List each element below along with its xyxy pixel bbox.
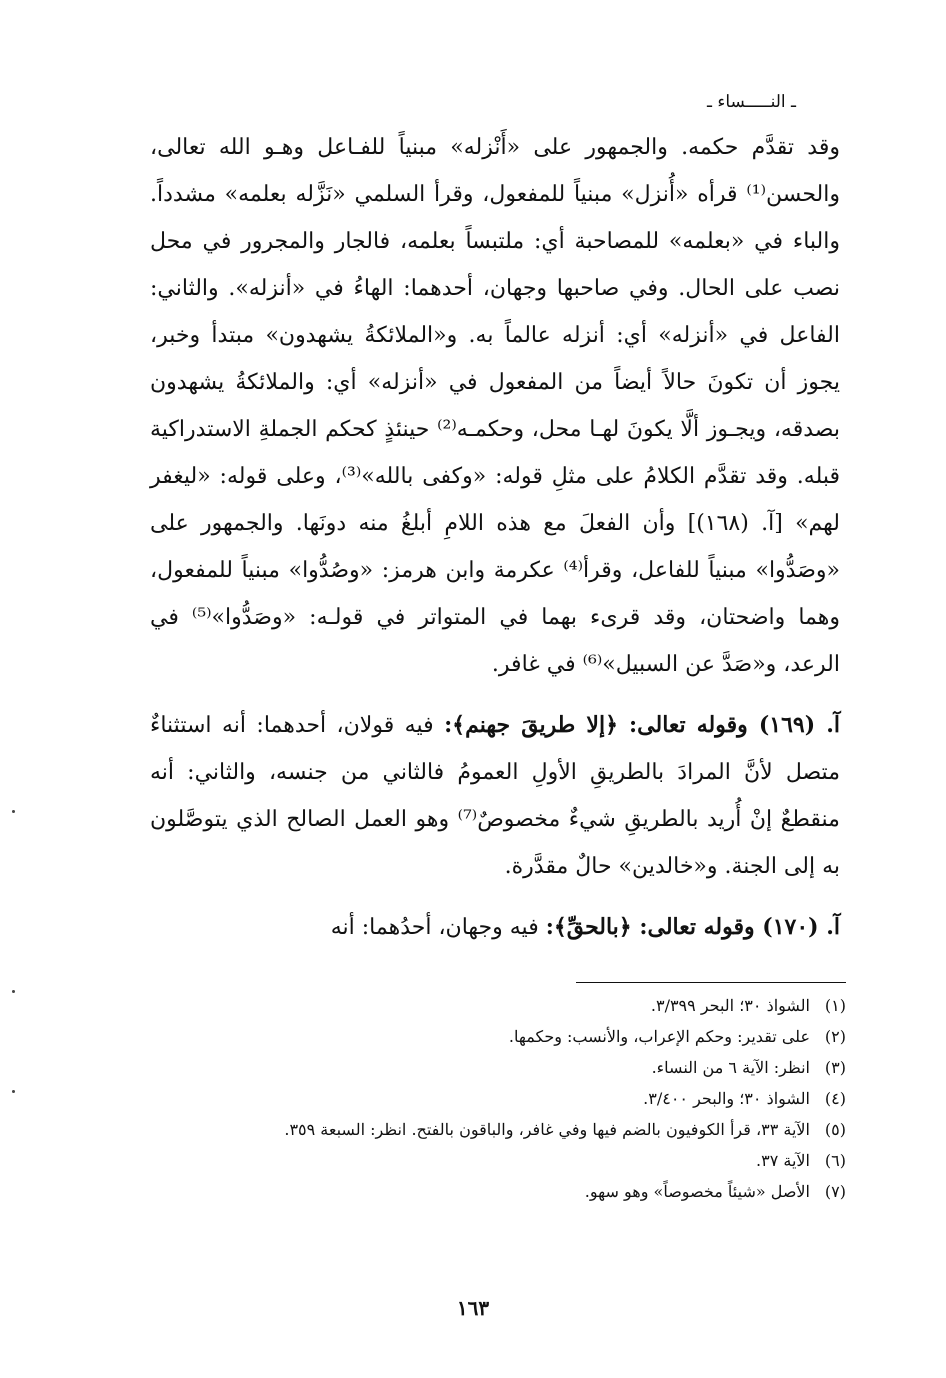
footnote-number: (٦) [824,1151,846,1170]
footnote-text: الشواذ ٣٠؛ والبحر ٣/٤٠٠. [643,1089,810,1108]
text-line: فيه قولان، أحدهما: [256,713,445,738]
text-line: الاستدراكية قبله. وقد تقدَّم الكلامُ على مثلِ قوله: «وكفى بالله»⁽³⁾، وعلى [150,417,841,489]
footnote-text: انظر: الآية ٦ من النساء. [651,1058,810,1077]
verse-heading: آ. (١٦٩) وقوله تعالى: ﴿إلا طريقَ جهنم﴾: [444,712,841,738]
paragraph-1 [150,124,840,688]
text-line: الفاعل في «أنزله» أي: أنزله عالماً به. و«الملائكةُ يشهدون» مبتدأ وخبر، [150,323,840,348]
footnote-item [150,1052,846,1083]
scan-speck [12,1090,15,1093]
text-line: «وصَدُّوا»⁽⁵⁾ في الرعد، و«صَدَّ عن السبيل»⁽⁶⁾ في غافر. [150,605,840,677]
text-line: والحسن⁽¹⁾ قرأه «أُنزل» مبنياً للمفعول، وقرأ السلمي «نَزَّله بعلمه» مشدداً. [150,182,840,207]
footnote-item [150,990,846,1021]
footnote-divider [576,982,846,983]
footnote-item [150,1114,846,1145]
text-line: فيه وجهان، أحدُهما: أنه [330,915,546,940]
footnote-number: (٢) [824,1027,846,1046]
text-line: مبنياً للمفعول، وهما واضحتان، وقد قرىء بهما في المتواتر في قولـه: [150,558,841,630]
text-line: وقد تقدَّم حكمه. والجمهور على «أَنْزله» مبنياً للفـاعل وهـو الله تعالى، [150,135,840,160]
running-header: ـ النـــــساء ـ [706,92,796,112]
footnote-number: (١) [824,996,846,1015]
page-number: ١٦٣ [456,1296,490,1320]
footnote-item [150,1021,846,1052]
paragraph-3 [150,904,840,951]
footnote-item [150,1145,846,1176]
footnote-text: الآية ٣٧. [756,1151,810,1170]
verse-heading: آ. (١٧٠) وقوله تعالى: ﴿بالحقِّ﴾: [545,914,840,940]
footnote-text: على تقدير: وحكم الإعراب، والأنسب: وحكمها. [508,1027,810,1046]
footnote-number: (٧) [824,1182,846,1201]
footnote-item [150,1176,846,1207]
scan-speck [12,810,15,813]
text-line: والباء في «بعلمه» للمصاحبة أي: ملتبساً بعلمه، فالجار والمجرور في محل [150,229,840,254]
text-line: يجوز أن تكونَ حالاً أيضاً من المفعول في «أنزله» أي: والملائكةُ يشهدون [150,370,840,395]
text-line: قوله: «ليغفر لهم» [آ. (١٦٨)] وأن الفعلَ مع هذه اللامِ أبلغُ منه دونَها. [150,464,841,536]
text-line: أنه استثناءٌ متصل لأنَّ المرادَ بالطريقِ الأولِ العمومُ فالثاني من جنسه، [150,713,840,785]
footnote-text: الأصل «شيئاً مخصوصاً» وهو سهو. [584,1182,810,1201]
paragraph-2 [150,702,840,890]
footnotes [150,990,846,1207]
text-line: والجمهور على «وصَدُّوا» مبنياً للفاعل، وقرأ⁽⁴⁾ عكرمة وابن هرمز: «وصُدُّوا» [150,511,840,583]
footnote-item [150,1083,846,1114]
footnote-number: (٤) [824,1089,846,1108]
text-line: والثاني: أنه منقطعٌ إنْ أُريد بالطريقِ شيءٌ مخصوصٌ⁽⁷⁾ وهو العمل الصالح [150,760,840,832]
footnote-text: الآية ٣٣، قرأ الكوفيون بالضم فيها وفي غافر، والباقون بالفتح. انظر: السبعة ٣٥٩. [284,1120,810,1139]
text-line: نصب على الحال. وفي صاحبها وجهان، أحدهما: الهاءُ في «أنزله». والثاني: [150,276,840,301]
text-line: الذي يتوصَّلون به إلى الجنة. و«خالدين» حالٌ مقدَّرة. [150,807,840,879]
scan-speck [12,990,15,993]
footnote-number: (٣) [824,1058,846,1077]
footnote-number: (٥) [824,1120,846,1139]
footnote-text: الشواذ ٣٠؛ البحر ٣/٣٩٩. [650,996,810,1015]
text-line: بصدقه، ويجـوز ألَّا يكونَ لهـا محل، وحكمـه⁽²⁾ حينئذٍ كحكم الجملةِ [258,417,840,442]
main-text [150,124,840,951]
